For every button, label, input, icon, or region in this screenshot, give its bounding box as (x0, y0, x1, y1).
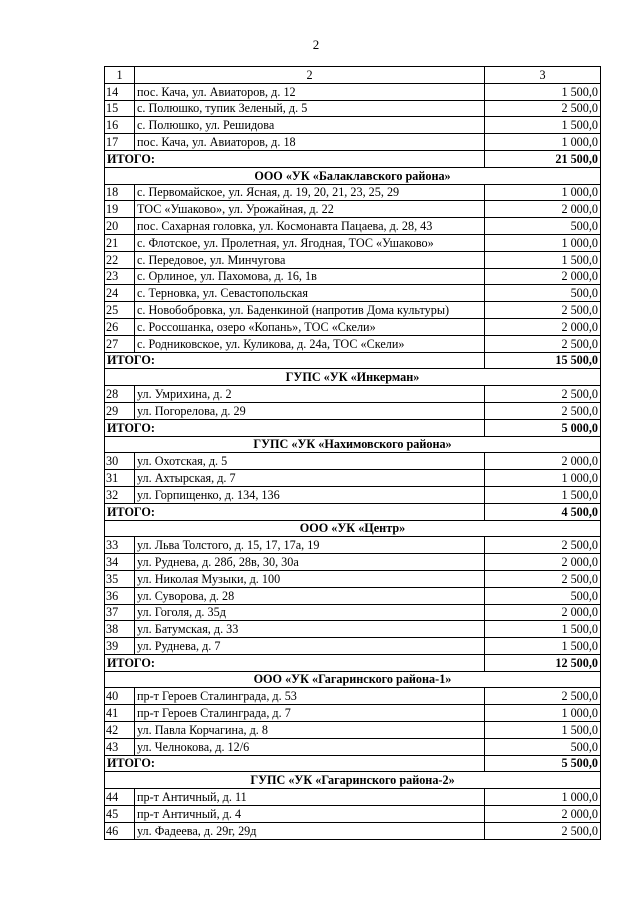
row-address: с. Первомайское, ул. Ясная, д. 19, 20, 21, 23, 25, 29 (135, 184, 485, 201)
table-row (105, 570, 601, 587)
total-label: ИТОГО: (105, 419, 485, 436)
row-amount: 1 000,0 (485, 134, 601, 151)
table-row (105, 688, 601, 705)
section-title: ООО «УК «Балаклавского района» (105, 167, 601, 184)
table-row (105, 318, 601, 335)
row-number: 24 (105, 285, 135, 302)
total-amount: 4 500,0 (485, 503, 601, 520)
table-row (105, 554, 601, 571)
section-title: ГУПС «УК «Нахимовского района» (105, 436, 601, 453)
table-row (105, 789, 601, 806)
row-number: 32 (105, 486, 135, 503)
section-header-row (105, 772, 601, 789)
row-amount: 1 500,0 (485, 486, 601, 503)
row-address: ул. Челнокова, д. 12/6 (135, 738, 485, 755)
row-address: ул. Ахтырская, д. 7 (135, 470, 485, 487)
row-amount: 1 000,0 (485, 184, 601, 201)
row-address: пос. Кача, ул. Авиаторов, д. 12 (135, 83, 485, 100)
table-row (105, 302, 601, 319)
total-amount: 12 500,0 (485, 654, 601, 671)
total-amount: 5 500,0 (485, 755, 601, 772)
row-number: 42 (105, 722, 135, 739)
table-row (105, 234, 601, 251)
table-row (105, 587, 601, 604)
section-title: ООО «УК «Центр» (105, 520, 601, 537)
row-number: 33 (105, 537, 135, 554)
row-amount: 1 500,0 (485, 722, 601, 739)
row-amount: 500,0 (485, 218, 601, 235)
row-address: пос. Кача, ул. Авиаторов, д. 18 (135, 134, 485, 151)
row-number: 15 (105, 100, 135, 117)
table-row (105, 486, 601, 503)
total-label: ИТОГО: (105, 654, 485, 671)
row-address: ул. Руднева, д. 7 (135, 638, 485, 655)
row-number: 41 (105, 705, 135, 722)
row-number: 19 (105, 201, 135, 218)
total-row (105, 654, 601, 671)
row-number: 14 (105, 83, 135, 100)
row-amount: 2 000,0 (485, 453, 601, 470)
total-row (105, 150, 601, 167)
row-number: 37 (105, 604, 135, 621)
table-row (105, 117, 601, 134)
column-header-amount: 3 (485, 67, 601, 84)
total-row (105, 352, 601, 369)
row-number: 40 (105, 688, 135, 705)
row-number: 39 (105, 638, 135, 655)
table-header-row (105, 67, 601, 84)
row-address: пос. Сахарная головка, ул. Космонавта Пацаева, д. 28, 43 (135, 218, 485, 235)
row-amount: 1 500,0 (485, 117, 601, 134)
table-body (105, 67, 601, 840)
table-row (105, 83, 601, 100)
row-number: 36 (105, 587, 135, 604)
row-address: ТОС «Ушаково», ул. Урожайная, д. 22 (135, 201, 485, 218)
row-address: с. Родниковское, ул. Куликова, д. 24а, ТОС «Скели» (135, 335, 485, 352)
row-amount: 1 500,0 (485, 83, 601, 100)
row-address: с. Орлиное, ул. Пахомова, д. 16, 1в (135, 268, 485, 285)
table-row (105, 822, 601, 839)
row-address: с. Новобобровка, ул. Баденкиной (напротив Дома культуры) (135, 302, 485, 319)
row-number: 29 (105, 402, 135, 419)
table-row (105, 453, 601, 470)
total-label: ИТОГО: (105, 352, 485, 369)
row-number: 22 (105, 251, 135, 268)
row-number: 21 (105, 234, 135, 251)
row-number: 46 (105, 822, 135, 839)
table-row (105, 604, 601, 621)
row-amount: 2 000,0 (485, 806, 601, 823)
row-number: 30 (105, 453, 135, 470)
row-amount: 2 500,0 (485, 335, 601, 352)
row-number: 17 (105, 134, 135, 151)
row-amount: 2 000,0 (485, 268, 601, 285)
row-number: 34 (105, 554, 135, 571)
page-number: 2 (312, 37, 320, 52)
row-amount: 2 500,0 (485, 386, 601, 403)
row-amount: 2 500,0 (485, 822, 601, 839)
row-address: с. Полюшко, тупик Зеленый, д. 5 (135, 100, 485, 117)
column-header-number: 1 (105, 67, 135, 84)
row-address: ул. Фадеева, д. 29г, 29д (135, 822, 485, 839)
row-address: пр-т Героев Сталинграда, д. 7 (135, 705, 485, 722)
total-amount: 15 500,0 (485, 352, 601, 369)
row-amount: 500,0 (485, 587, 601, 604)
table-row (105, 621, 601, 638)
row-address: ул. Горпищенко, д. 134, 136 (135, 486, 485, 503)
row-number: 18 (105, 184, 135, 201)
table-row (105, 738, 601, 755)
table-row (105, 268, 601, 285)
table-row (105, 806, 601, 823)
table-row (105, 184, 601, 201)
row-amount: 2 500,0 (485, 302, 601, 319)
row-amount: 2 000,0 (485, 318, 601, 335)
row-amount: 1 500,0 (485, 638, 601, 655)
section-header-row (105, 369, 601, 386)
row-amount: 1 000,0 (485, 470, 601, 487)
row-amount: 1 500,0 (485, 621, 601, 638)
row-amount: 2 500,0 (485, 688, 601, 705)
table-row (105, 251, 601, 268)
total-label: ИТОГО: (105, 503, 485, 520)
column-header-address: 2 (135, 67, 485, 84)
total-row (105, 503, 601, 520)
row-number: 38 (105, 621, 135, 638)
total-label: ИТОГО: (105, 755, 485, 772)
total-amount: 21 500,0 (485, 150, 601, 167)
row-number: 26 (105, 318, 135, 335)
row-amount: 2 000,0 (485, 201, 601, 218)
row-amount: 2 500,0 (485, 100, 601, 117)
row-address: с. Терновка, ул. Севастопольская (135, 285, 485, 302)
table-row (105, 218, 601, 235)
row-amount: 1 000,0 (485, 705, 601, 722)
row-address: ул. Батумская, д. 33 (135, 621, 485, 638)
row-amount: 2 500,0 (485, 537, 601, 554)
allocation-table (104, 66, 601, 840)
row-amount: 1 500,0 (485, 251, 601, 268)
table-row (105, 285, 601, 302)
table-row (105, 722, 601, 739)
row-address: ул. Охотская, д. 5 (135, 453, 485, 470)
row-number: 27 (105, 335, 135, 352)
row-number: 44 (105, 789, 135, 806)
table-row (105, 470, 601, 487)
row-amount: 500,0 (485, 738, 601, 755)
table-row (105, 537, 601, 554)
row-number: 45 (105, 806, 135, 823)
row-number: 28 (105, 386, 135, 403)
row-address: пр-т Античный, д. 4 (135, 806, 485, 823)
row-address: с. Полюшко, ул. Решидова (135, 117, 485, 134)
total-amount: 5 000,0 (485, 419, 601, 436)
total-row (105, 755, 601, 772)
table-row (105, 402, 601, 419)
row-number: 23 (105, 268, 135, 285)
row-address: ул. Николая Музыки, д. 100 (135, 570, 485, 587)
row-number: 31 (105, 470, 135, 487)
table-row (105, 705, 601, 722)
row-address: ул. Погорелова, д. 29 (135, 402, 485, 419)
row-number: 43 (105, 738, 135, 755)
row-number: 20 (105, 218, 135, 235)
section-header-row (105, 167, 601, 184)
table-row (105, 134, 601, 151)
table-row (105, 100, 601, 117)
row-amount: 2 500,0 (485, 402, 601, 419)
row-number: 35 (105, 570, 135, 587)
row-number: 16 (105, 117, 135, 134)
row-address: ул. Гоголя, д. 35д (135, 604, 485, 621)
row-amount: 1 000,0 (485, 234, 601, 251)
row-amount: 2 000,0 (485, 554, 601, 571)
row-address: с. Передовое, ул. Минчугова (135, 251, 485, 268)
table-row (105, 201, 601, 218)
row-address: пр-т Героев Сталинграда, д. 53 (135, 688, 485, 705)
row-amount: 500,0 (485, 285, 601, 302)
total-row (105, 419, 601, 436)
row-address: ул. Льва Толстого, д. 15, 17, 17а, 19 (135, 537, 485, 554)
table-row (105, 335, 601, 352)
row-amount: 2 500,0 (485, 570, 601, 587)
row-amount: 2 000,0 (485, 604, 601, 621)
row-address: ул. Умрихина, д. 2 (135, 386, 485, 403)
row-address: с. Флотское, ул. Пролетная, ул. Ягодная, ТОС «Ушаково» (135, 234, 485, 251)
section-title: ГУПС «УК «Гагаринского района-2» (105, 772, 601, 789)
row-amount: 1 000,0 (485, 789, 601, 806)
table-row (105, 638, 601, 655)
row-number: 25 (105, 302, 135, 319)
section-title: ООО «УК «Гагаринского района-1» (105, 671, 601, 688)
table-row (105, 386, 601, 403)
section-title: ГУПС «УК «Инкерман» (105, 369, 601, 386)
section-header-row (105, 671, 601, 688)
total-label: ИТОГО: (105, 150, 485, 167)
row-address: ул. Павла Корчагина, д. 8 (135, 722, 485, 739)
section-header-row (105, 436, 601, 453)
section-header-row (105, 520, 601, 537)
row-address: с. Россошанка, озеро «Копань», ТОС «Скели» (135, 318, 485, 335)
row-address: пр-т Античный, д. 11 (135, 789, 485, 806)
row-address: ул. Суворова, д. 28 (135, 587, 485, 604)
row-address: ул. Руднева, д. 28б, 28в, 30, 30а (135, 554, 485, 571)
